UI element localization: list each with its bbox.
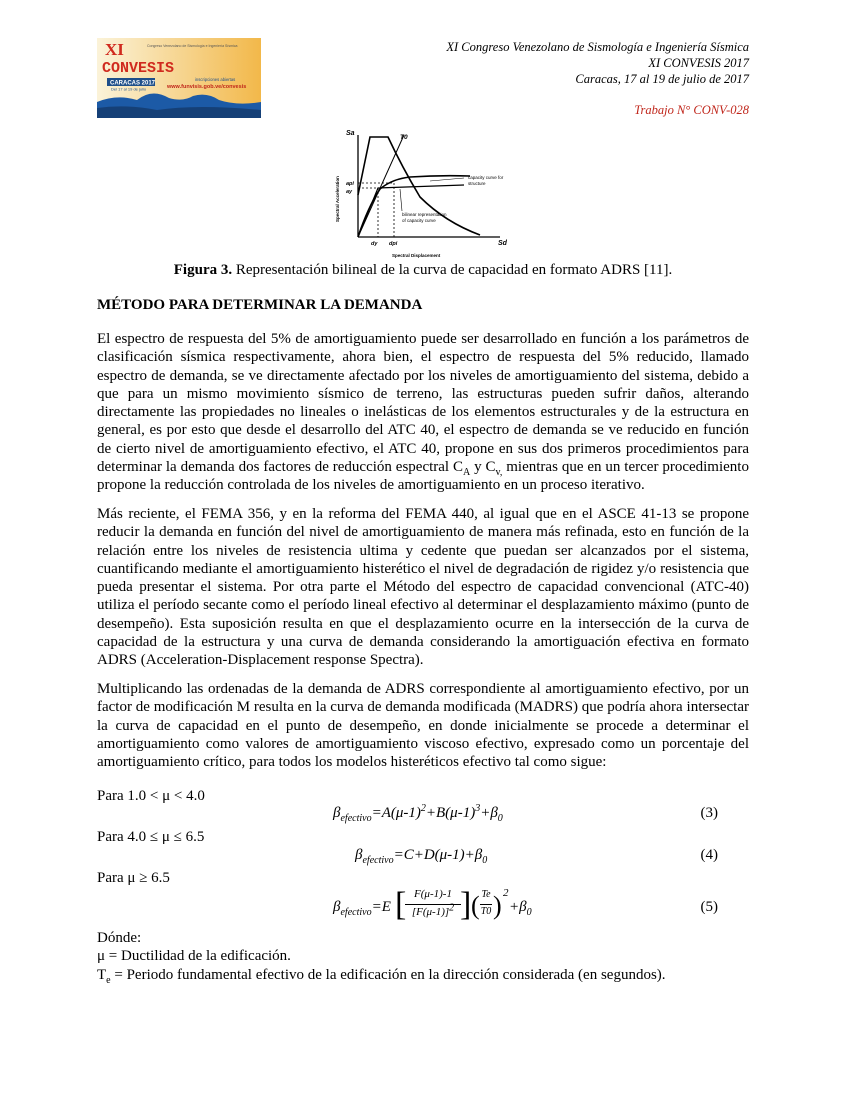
eq5-denominator bbox=[403, 902, 463, 918]
equation-number-4: (4) bbox=[700, 847, 718, 863]
logo-dates: Del 17 al 19 de julio bbox=[111, 86, 147, 92]
te-text: = Periodo fundamental efectivo de la edificación en la dirección considerada (en segundos). bbox=[110, 966, 666, 983]
eq3-exp2: 3 bbox=[475, 803, 481, 814]
logo-numeral: XI bbox=[105, 40, 124, 59]
eq3-term2: +B(μ-1) bbox=[425, 805, 476, 821]
eq4-terms: =C+D(μ-1)+β bbox=[393, 847, 483, 863]
eq5-tail: +β bbox=[509, 899, 527, 915]
eq5-e: =E bbox=[371, 899, 391, 915]
equation-4 bbox=[355, 847, 487, 864]
sub-efectivo: efectivo bbox=[362, 855, 394, 866]
api-label: api bbox=[346, 181, 354, 187]
logo-inscriptions: inscripciones abiertas bbox=[195, 77, 236, 82]
equation-3 bbox=[333, 805, 503, 822]
t0-line bbox=[358, 135, 404, 237]
caption-label: Figura 3. bbox=[173, 262, 233, 278]
condition-2: Para 4.0 ≤ μ ≤ 6.5 bbox=[97, 829, 205, 845]
eq3-term1: =A(μ-1) bbox=[371, 805, 421, 821]
paper-number: Trabajo N° CONV-028 bbox=[634, 103, 749, 117]
dy-label: dy bbox=[371, 241, 378, 247]
eq5-den-exp: 2 bbox=[449, 902, 455, 914]
p1-sub-a: A bbox=[462, 467, 471, 479]
header-line3: Caracas, 17 al 19 de julio de 2017 bbox=[575, 72, 749, 86]
t0-label: T0 bbox=[400, 134, 408, 141]
bilinear-annotation-1: bilinear representation bbox=[402, 212, 447, 217]
bilinear-capacity-figure bbox=[330, 127, 522, 261]
sub-efectivo: efectivo bbox=[340, 907, 372, 918]
condition-3: Para μ ≥ 6.5 bbox=[97, 870, 170, 886]
header-line2: XI CONVESIS 2017 bbox=[648, 56, 749, 70]
paragraph-2: Más reciente, el FEMA 356, y en la reforma del FEMA 440, al igual que en el ASCE 41-13 se propone reducir la demanda en función del nivel de amortiguamiento de manera más refinada, esto en función de la relación entre los niveles de resistencia ultima y cedente que puedan ser alcanzados por el sistema, cuantificando mediante el amortiguamiento histerético el nivel de degradación de rigidez y/o resistencia que pueda presentar el sistema. Por otra parte el Método del espectro de capacidad convencional (ATC-40) utiliza el período secante como el período lineal efectivo al determinar el desplazamiento máximo (punto de desempeño). Esta suposición resulta en que el desplazamiento ocurre en la intersección de la curva de capacidad de la estructura y una curva de demanda considerando la amortiguación efectiva en formato ADRS (Acceleration-Displacement response Spectra). bbox=[97, 506, 749, 669]
equation-number-5: (5) bbox=[700, 899, 718, 915]
eq3-exp1: 2 bbox=[420, 803, 426, 814]
sub-efectivo: efectivo bbox=[340, 813, 372, 824]
y-axis-symbol: Sa bbox=[346, 130, 355, 137]
capacity-annotation-1: capacity curve for bbox=[468, 175, 504, 180]
beta-symbol: β bbox=[333, 899, 341, 915]
ay-label: ay bbox=[346, 189, 353, 195]
y-axis-title: Spectral Acceleration bbox=[335, 176, 340, 222]
logo-name: CONVESIS bbox=[102, 60, 175, 77]
p1-sub-v: v, bbox=[495, 467, 503, 479]
definitions bbox=[97, 929, 666, 984]
p1-part1: El espectro de respuesta del 5% de amortiguamiento puede ser desarrollado en función a los parámetros de clasificación sísmica respectivamente, ahora bien, el espectro de respuesta del 5% reducido, llamado espectro de demanda, se ve directamente afectado por los niveles de amortiguamiento del sistema, debido a que para un mismo movimiento sísmico de terreno, las estructuras pueden sufrir daños, alterando directamente las propiedades no lineales o inelásticas de los elementos estructurales y de la estructura en general, es por esto que desde el desarrollo del ATC 40, el espectro de demanda se ve reducido en función de cierto nivel de amortiguamiento efectivo, el ATC 40, propone en sus dos primeros procedimientos para determinar la demanda dos factores de reducción espectral C bbox=[97, 331, 749, 476]
te-symbol: T bbox=[97, 966, 107, 983]
conference-header bbox=[446, 39, 749, 118]
caption-text: Representación bilineal de la curva de capacidad en formato ADRS [11]. bbox=[232, 262, 673, 278]
condition-1: Para 1.0 < μ < 4.0 bbox=[97, 788, 205, 804]
bilinear-line bbox=[358, 185, 464, 237]
p1-part2: mientras que en un tercer procedimiento propone la reducción controlada de los niveles de amortiguamiento en un proceso iterativo. bbox=[97, 459, 749, 494]
eq3-term3: +β bbox=[480, 805, 498, 821]
figure-caption bbox=[97, 262, 749, 279]
te-sub: e bbox=[106, 974, 111, 986]
right-bracket: ] bbox=[460, 886, 472, 923]
convesis-logo bbox=[97, 38, 261, 118]
eq5-te: Te bbox=[481, 889, 491, 900]
left-paren: ( bbox=[471, 891, 480, 920]
beta-symbol: β bbox=[333, 805, 341, 821]
logo-city: CARACAS 2017 bbox=[110, 80, 156, 87]
header-line1: XI Congreso Venezolano de Sismología e Ingeniería Sísmica bbox=[446, 40, 749, 54]
definition-mu: μ = Ductilidad de la edificación. bbox=[97, 948, 291, 965]
sub-0: 0 bbox=[526, 907, 532, 918]
capacity-annotation-2: structure bbox=[468, 181, 486, 186]
paragraph-1 bbox=[97, 330, 749, 495]
sub-0: 0 bbox=[482, 855, 488, 866]
section-title: MÉTODO PARA DETERMINAR LA DEMANDA bbox=[97, 297, 423, 313]
dpi-label: dpi bbox=[389, 241, 398, 247]
right-paren: ) bbox=[493, 891, 502, 920]
x-axis-symbol: Sd bbox=[498, 240, 507, 247]
eq5-den-text: [F(μ-1)] bbox=[411, 906, 450, 918]
definitions-title: Dónde: bbox=[97, 930, 142, 946]
beta-symbol: β bbox=[355, 847, 363, 863]
eq5-t0: T0 bbox=[480, 906, 492, 917]
left-bracket: [ bbox=[395, 886, 407, 923]
eq5-exp: 2 bbox=[503, 887, 509, 899]
equation-number-3: (3) bbox=[700, 805, 718, 821]
bilinear-annotation-2: of capacity curve bbox=[402, 218, 436, 223]
eq5-paren-bar bbox=[480, 904, 492, 905]
logo-tagline: Congreso Venezolano de Sismología e Ingeniería Sísmica bbox=[147, 44, 238, 48]
definition-te bbox=[97, 966, 666, 984]
x-axis-title: Spectral Displacement bbox=[392, 253, 441, 258]
sub-0: 0 bbox=[497, 813, 503, 824]
eq5-numerator: F(μ-1)-1 bbox=[414, 888, 452, 900]
logo-url: www.funvisis.gob.ve/convesis bbox=[167, 84, 247, 90]
paragraph-3: Multiplicando las ordenadas de la demanda de ADRS correspondiente al amortiguamiento efectivo, por un factor de modificación M resulta en la curva de demanda modificada (MADRS) que podría ahora intersectar la curva de capacidad en el punto de desempeño, en donde inicialmente se procede a determinar el amortiguamiento como valores de amortiguamiento viscoso efectivo, expresado como un porcentaje del amortiguamiento crítico, para todos los modelos histeréticos efectivo tal como sigue: bbox=[97, 681, 749, 771]
p1-mid: y C bbox=[470, 459, 496, 476]
